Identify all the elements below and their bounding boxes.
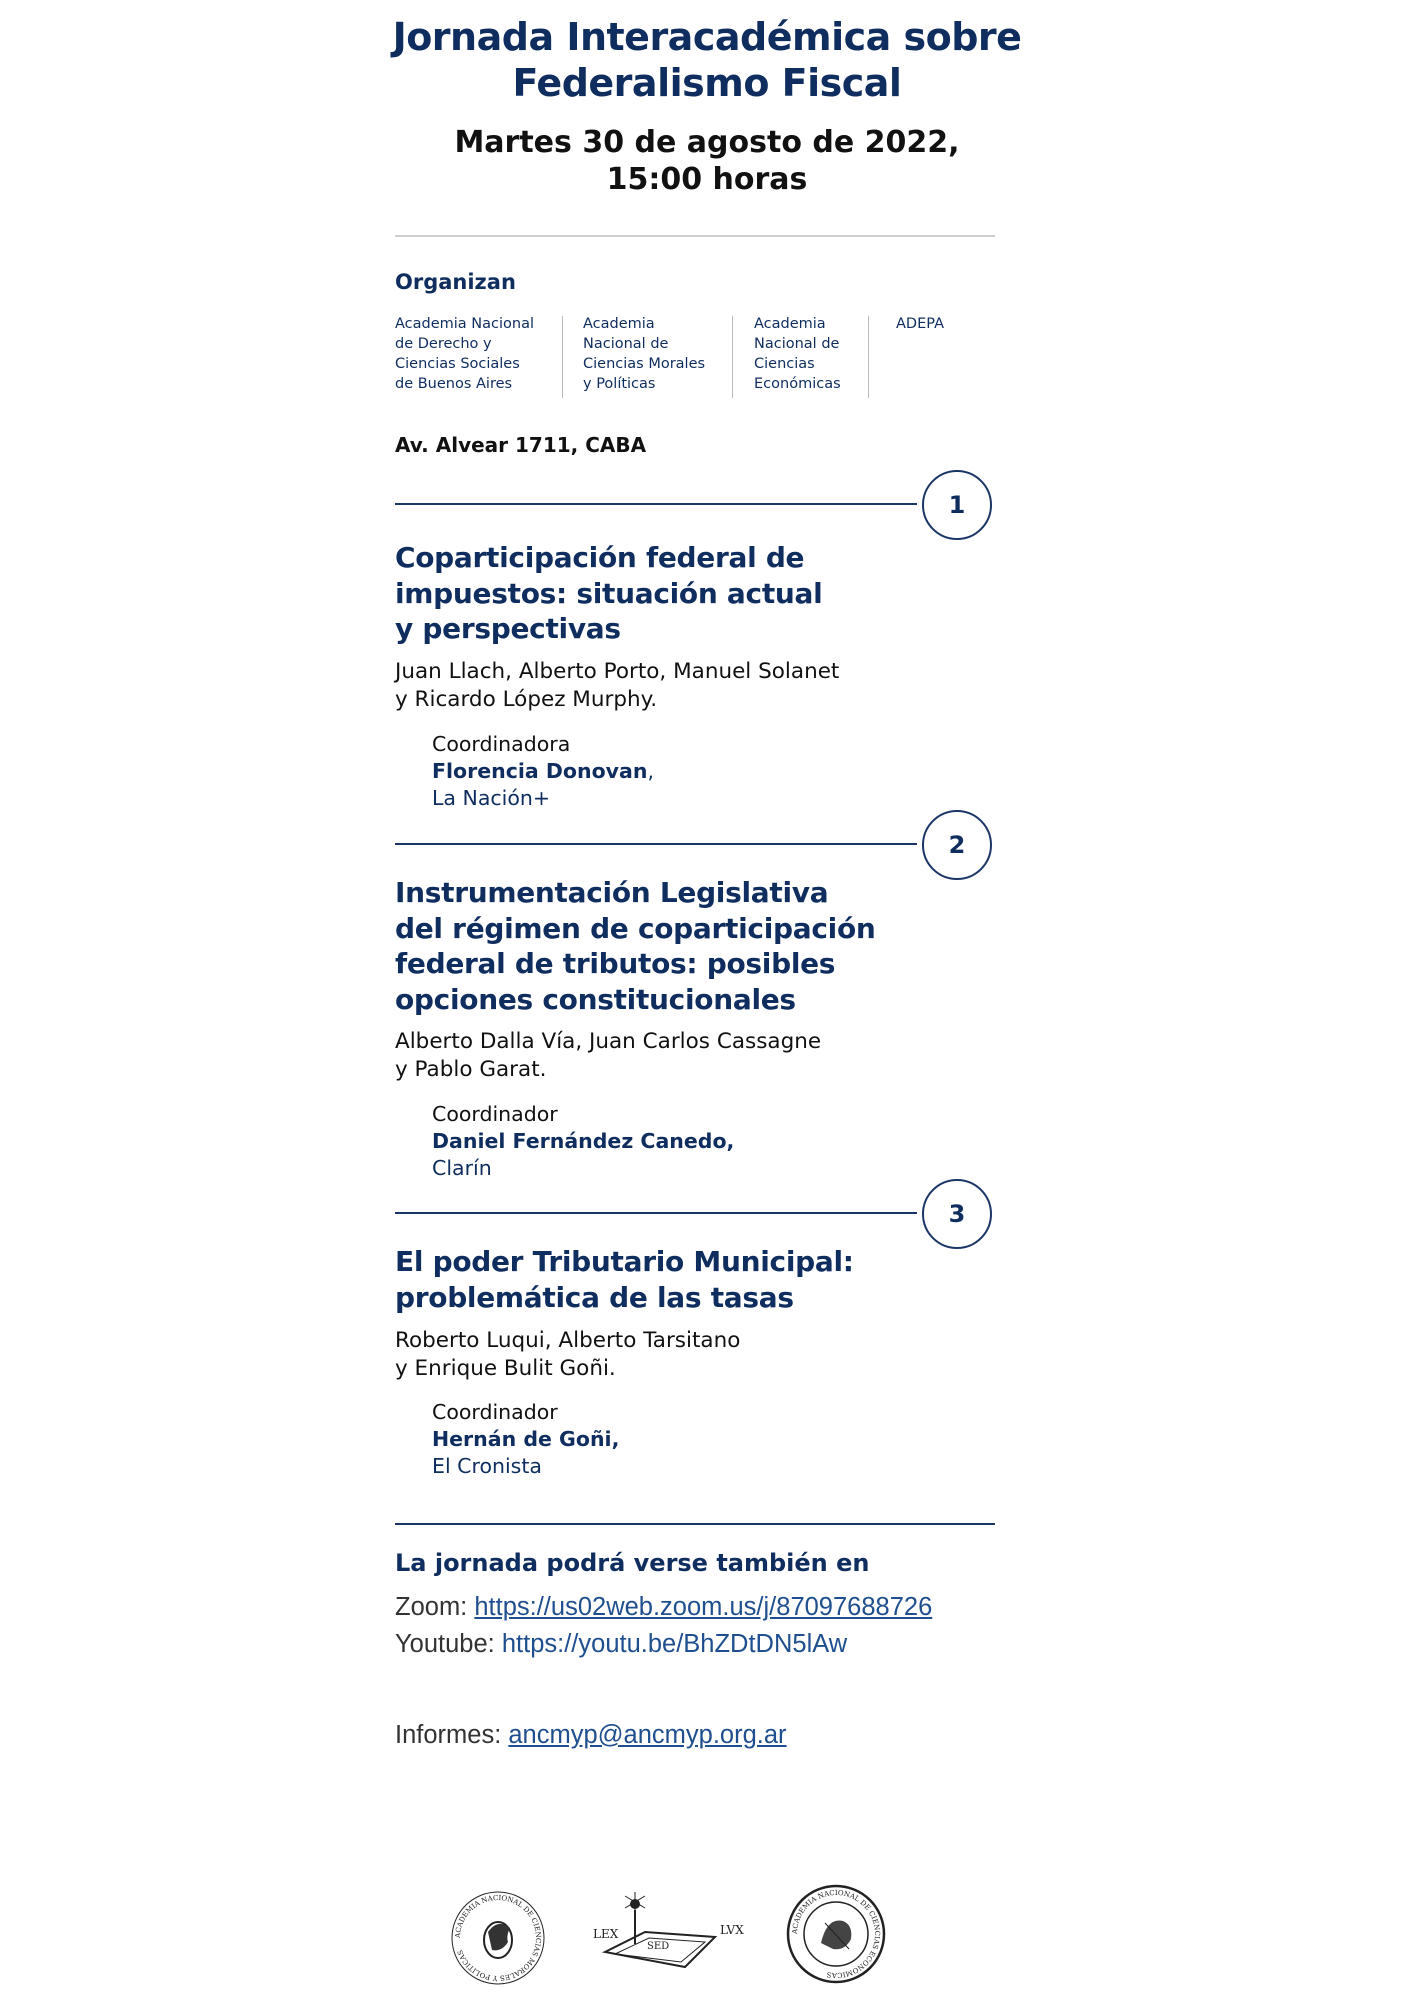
contact-label: Informes: (395, 1721, 509, 1749)
section1-coordinator (432, 731, 932, 812)
section3-speakers-line2: y Enrique Bulit Goñi. (395, 1356, 616, 1381)
org3-line1: Academia (754, 316, 826, 332)
section2-coordinator-role: Coordinador (432, 1102, 558, 1126)
academia-derecho-seal-logo (585, 1882, 755, 1992)
org1-line4: de Buenos Aires (395, 376, 513, 392)
section1-title-line1: Coparticipación federal de (395, 541, 805, 574)
section1-coordinator-media: La Nación+ (432, 786, 551, 810)
organizer-separator (868, 316, 869, 398)
organizers-heading: Organizan (395, 270, 516, 294)
contact-row (395, 1721, 787, 1750)
section2-speakers-line2: y Pablo Garat. (395, 1057, 547, 1082)
contact-email-link[interactable]: ancmyp@ancmyp.org.ar (508, 1721, 787, 1749)
section1-title (395, 540, 955, 647)
org3-line2: Nacional de (754, 336, 840, 352)
section1-speakers (395, 658, 955, 714)
section3-title-line1: El poder Tributario Municipal: (395, 1245, 854, 1278)
section2-coordinator (432, 1101, 932, 1182)
section3-number-badge: 3 (922, 1179, 992, 1249)
zoom-row (395, 1593, 932, 1622)
section2-title (395, 875, 955, 1017)
section2-coordinator-media: Clarín (432, 1156, 492, 1180)
event-time: 15:00 horas (606, 162, 808, 197)
section1-divider (395, 503, 917, 505)
org2-line1: Academia (583, 316, 655, 332)
org2-line4: y Políticas (583, 376, 656, 392)
section3-coordinator (432, 1399, 932, 1480)
org1-line3: Ciencias Sociales (395, 356, 520, 372)
event-title (360, 14, 1054, 106)
section3-speakers-line1: Roberto Luqui, Alberto Tarsitano (395, 1328, 741, 1353)
section2-title-line3: federal de tributos: posibles (395, 947, 836, 980)
online-heading: La jornada podrá verse también en (395, 1549, 870, 1577)
zoom-link[interactable]: https://us02web.zoom.us/j/87097688726 (474, 1593, 933, 1621)
academia-economicas-seal-logo (785, 1883, 887, 1985)
section3-title (395, 1244, 955, 1315)
organizer-separator (732, 316, 733, 398)
event-title-line1: Jornada Interacadémica sobre (392, 15, 1022, 59)
section2-number-badge: 2 (922, 810, 992, 880)
venue-address: Av. Alvear 1711, CABA (395, 433, 647, 457)
section1-coordinator-role: Coordinadora (432, 732, 571, 756)
section2-divider (395, 843, 917, 845)
youtube-link[interactable]: https://youtu.be/BhZDtDN5lAw (501, 1630, 848, 1658)
section2-speakers (395, 1028, 955, 1084)
organizer-economicas (754, 314, 841, 394)
seal3-text: ACADEMIA NACIONAL DE CIENCIAS ECONOMICAS (790, 1888, 882, 1980)
section2-title-line2: del régimen de coparticipación (395, 911, 876, 945)
org3-line4: Económicas (754, 376, 841, 392)
event-date (360, 124, 1054, 198)
section1-title-line3: y perspectivas (395, 612, 621, 645)
academia-morales-seal-logo (448, 1888, 548, 1988)
seal1-text: ACADEMIA NACIONAL DE CIENCIAS MORALES Y POLITICAS (453, 1893, 543, 1983)
header-divider (395, 235, 995, 237)
org4-line1: ADEPA (896, 316, 944, 332)
organizer-separator (562, 316, 563, 398)
seal2-lux: LVX (720, 1923, 744, 1937)
section3-coordinator-role: Coordinador (432, 1400, 558, 1424)
org3-line3: Ciencias (754, 356, 815, 372)
section1-speakers-line2: y Ricardo López Murphy. (395, 687, 658, 712)
org1-line1: Academia Nacional (395, 316, 535, 332)
section3-coordinator-name: Hernán de Goñi, (432, 1427, 620, 1451)
org2-line3: Ciencias Morales (583, 356, 706, 372)
section3-coordinator-media: El Cronista (432, 1454, 542, 1478)
section2-speakers-line1: Alberto Dalla Vía, Juan Carlos Cassagne (395, 1029, 822, 1054)
youtube-label: Youtube: (395, 1630, 502, 1658)
section3-divider (395, 1212, 917, 1214)
section2-coordinator-name: Daniel Fernández Canedo, (432, 1129, 735, 1153)
section2-title-line4: opciones constitucionales (395, 982, 796, 1016)
section1-coordinator-comma: , (647, 759, 654, 783)
section1-coordinator-name: Florencia Donovan (432, 759, 648, 783)
event-title-line2: Federalismo Fiscal (512, 61, 902, 105)
organizer-derecho (395, 314, 534, 394)
section1-speakers-line1: Juan Llach, Alberto Porto, Manuel Solanet (395, 659, 840, 684)
zoom-label: Zoom: (395, 1593, 475, 1621)
youtube-row (395, 1630, 847, 1659)
organizer-adepa (896, 314, 944, 334)
section2-title-line1: Instrumentación Legislativa (395, 876, 829, 909)
event-date-line1: Martes 30 de agosto de 2022, (454, 125, 960, 160)
organizer-morales (583, 314, 705, 394)
section3-speakers (395, 1327, 955, 1383)
org1-line2: de Derecho y (395, 336, 492, 352)
org2-line2: Nacional de (583, 336, 669, 352)
section1-number-badge: 1 (922, 470, 992, 540)
section1-title-line2: impuestos: situación actual (395, 576, 823, 610)
online-divider (395, 1523, 995, 1525)
seal2-sed: SED (647, 1941, 670, 1952)
seal2-lex: LEX (593, 1927, 619, 1941)
section3-title-line2: problemática de las tasas (395, 1280, 794, 1314)
